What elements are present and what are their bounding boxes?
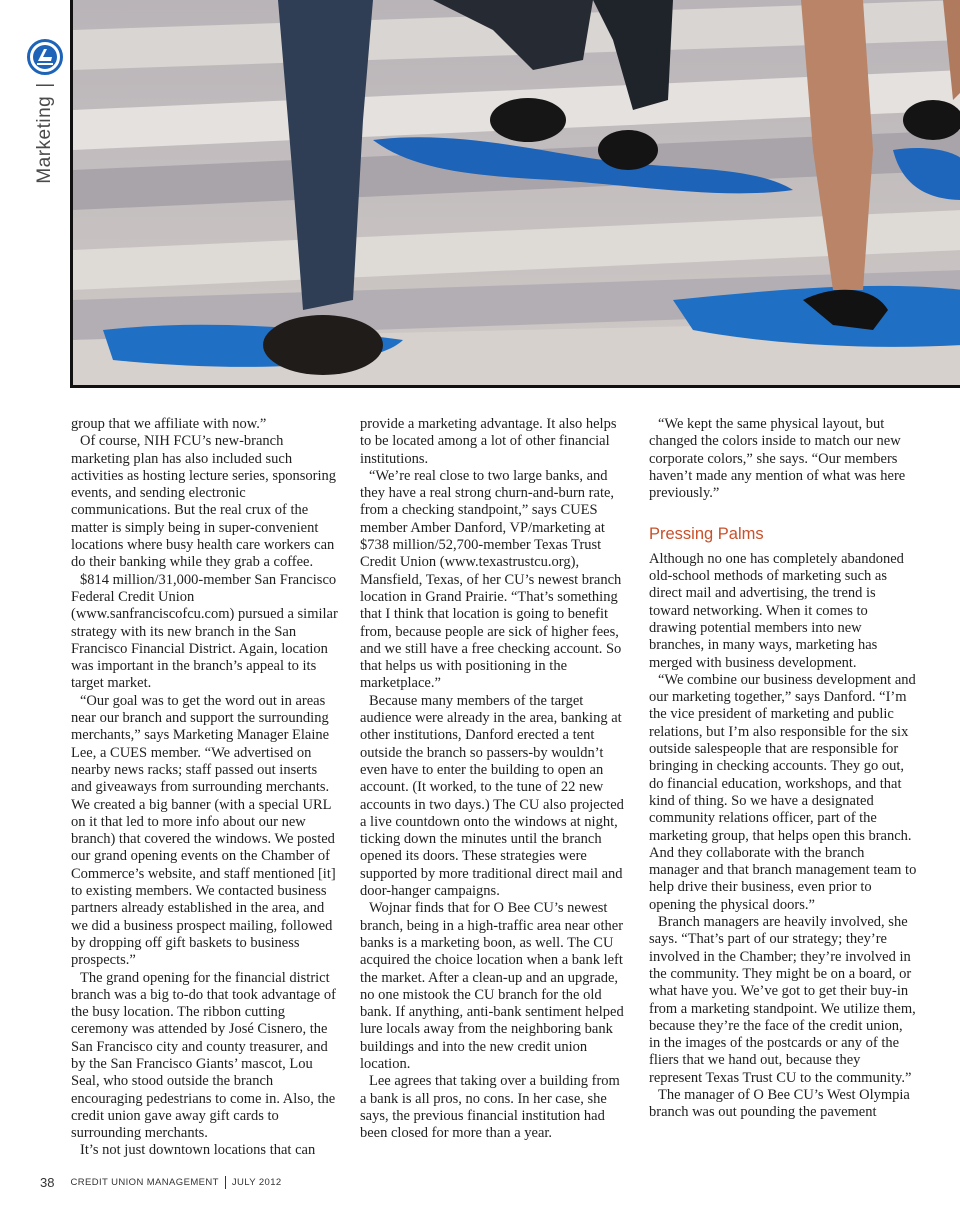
street-crowd-photo [70,0,960,388]
paragraph: It’s not just downtown locations that can [80,1142,316,1159]
cues-logo-icon [27,39,63,75]
paragraph: Because many members of the target audience were already in the area, banking at other institutions, Danford erected a tent outside the branch so passers-by wouldn’t even have to enter the building to open an account. (It worked, to the tune of 22 new accounts in two days.) The CU also projected a live countdown onto the windows at night, ticking down the minutes until the branch opened its doors. These strategies were supported by more traditional direct mail and door-hanger campaigns. [360,692,624,900]
paragraph: The manager of O Bee CU’s West Olympia branch was out pounding the pavement [649,1086,910,1121]
paragraph: Although no one has completely abandoned old-school methods of marketing such as direct mail and advertising, the trend is toward networking. When it comes to drawing potential members into new branches, in many ways, marketing has merged with business development. [649,550,904,671]
paragraph: The grand opening for the financial district branch was a big to-do that took advantage of the busy location. The ribbon cutting ceremony was attended by José Cisnero, the San Francisco city and county treasurer, and by the San Francisco Giants’ mascot, Lou Seal, who stood outside the branch encouraging pedestrians to come in. Also, the credit union gave away gift cards to surrounding merchants. [71,969,336,1142]
paragraph: “Our goal was to get the word out in areas near our branch and support the surrounding merchants,” says Marketing Manager Elaine Lee, a CUES member. “We advertised on nearby news racks; staff passed out inserts and giveaways from surrounding merchants. We created a big banner (with a special URL on it that led to more info about our new branch) that covered the windows. We posted our grand opening events on the Chamber of Commerce’s website, and staff mentioned [it] to existing members. We contacted business partners already established in the area, and we did a business prospect mailing, followed by dropping off gift baskets to business prospects.” [71,692,336,969]
paragraph: “We combine our business development and our marketing together,” says Danford. “I’m the vice president of marketing and public relations, but I’m also responsible for the six outside salespeople that are responsible for bringing in checking accounts. They go out, do financial education, workshops, and that kind of thing. So we have a designated community relations officer, part of the marketing group, that helps open this branch. And they collaborate with the branch manager and that branch management team to help drive their business, even prior to opening the physical doors.” [649,671,917,913]
paragraph: Branch managers are heavily involved, she says. “That’s part of our strategy; they’re involved in the Chamber; they’re involved in the community. They might be on a board, or what have you. We’ve got to get their buy-in from a marketing standpoint. We utilize them, because they’re the face of the credit union, in the images of the postcards or any of the fliers that we hand out, because they represent Texas Trust CU to the community.” [649,914,916,1086]
paragraph: “We’re real close to two large banks, and they have a real strong churn-and-burn rate, from a checking standpoint,” says CUES member Amber Danford, VP/marketing at $738 million/52,700-member Texas Trust Credit Union (www.texastrustcu.org), Mansfield, Texas, of her CU’s newest branch location in Grand Prairie. “That’s something that I think that location is going to benefit from, because people are sick of higher fees, and we still have a free checking account. So that helps us with positioning in the marketplace.” [360,467,622,692]
footer-divider [225,1176,226,1189]
paragraph: Of course, NIH FCU’s new-branch marketing plan has also included such activities as hosting lecture series, sponsoring events, and sending electronic communications. But the real crux of the matter is simply being in super-convenient locations where busy health care workers can do their banking while they grab a coffee. [71,433,336,571]
article-column-1 [71,416,339,1160]
paragraph: group that we affiliate with now.” [71,416,267,432]
issue-date: JULY 2012 [231,1177,282,1188]
paragraph: Wojnar finds that for O Bee CU’s newest branch, being in a high-traffic area near other banks is a marketing boon, as well. The CU acquired the choice location when a bank left the market. After a clean-up and an upgrade, no one mistook the CU branch for the old bank. If anything, anti-bank sentiment helped lure locals away from the neighboring bank buildings and into the new credit union location. [360,900,624,1072]
section-heading: Pressing Palms [649,525,764,544]
paragraph: Lee agrees that taking over a building from a bank is all pros, no cons. In her case, she says, the previous financial institution had been closed for more than a year. [360,1073,620,1142]
section-label: Marketing| [34,82,55,184]
publication-name: CREDIT UNION MANAGEMENT [70,1177,219,1188]
paragraph: provide a marketing advantage. It also helps to be located among a lot of other financial institutions. [360,416,617,467]
article-column-2 [360,416,628,1142]
paragraph: $814 million/31,000-member San Francisco Federal Credit Union (www.sanfranciscofcu.com) pursued a similar strategy with its new branch in the San Francisco Financial District. Again, location was important in the branch’s appeal to its target market. [71,571,338,692]
page-number: 38 [40,1175,55,1190]
article-column-3 [649,416,917,1122]
paragraph: “We kept the same physical layout, but changed the colors inside to match our new corporate colors,” she says. “Our members haven’t made any mention of what was here previously.” [649,416,906,502]
page-footer [40,1175,282,1190]
